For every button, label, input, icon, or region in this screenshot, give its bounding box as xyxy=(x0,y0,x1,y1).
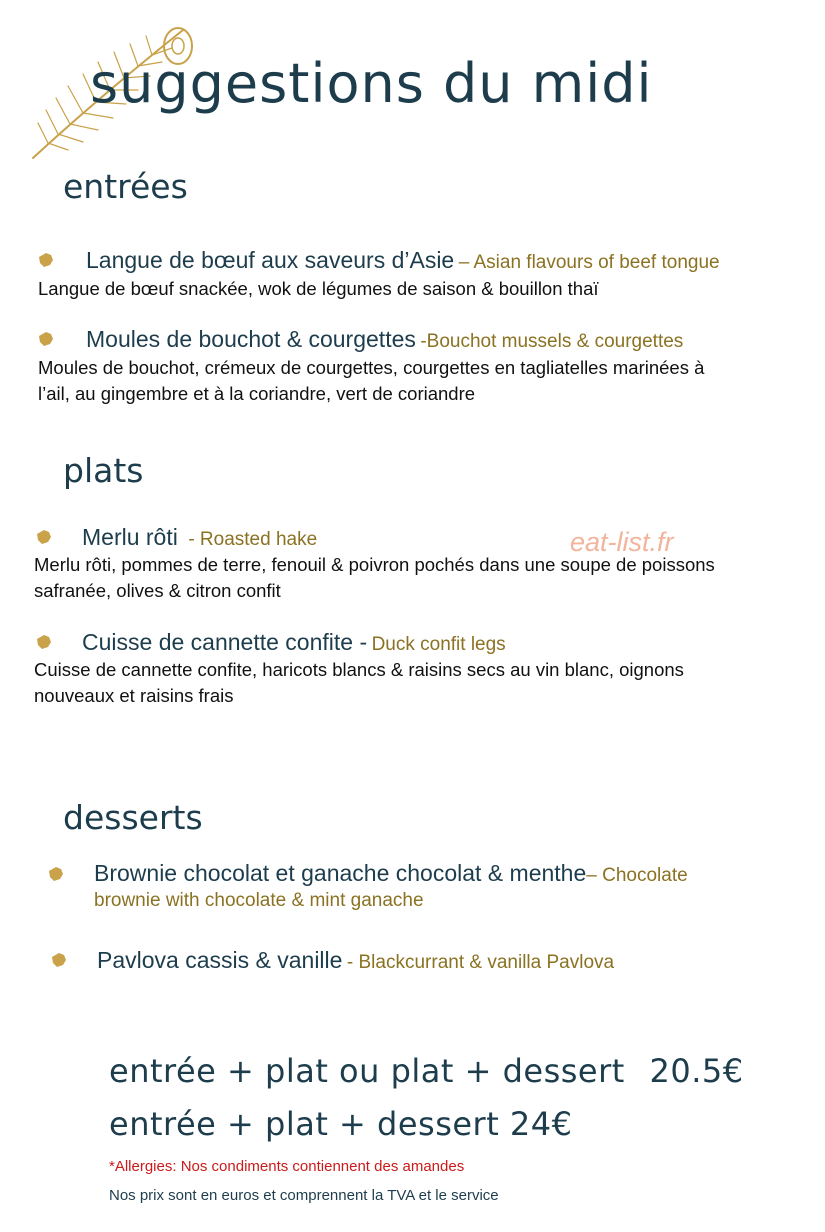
price-amount: 24€ xyxy=(509,1105,573,1143)
item-english: – Asian flavours of beef tongue xyxy=(458,252,720,273)
price-formula: entrée + plat + dessert xyxy=(109,1105,500,1143)
item-english: Duck confit legs xyxy=(371,634,506,655)
section-heading-desserts: desserts xyxy=(63,798,203,837)
gold-bullet-icon xyxy=(36,529,52,545)
menu-item-cuisse-de-cannette xyxy=(82,629,506,656)
menu-item-merlu xyxy=(82,524,317,551)
menu-item-langue-de-boeuf xyxy=(86,247,720,274)
item-name: Langue de bœuf aux saveurs d’Asie xyxy=(86,247,455,273)
item-english: -Bouchot mussels & courgettes xyxy=(420,331,684,352)
description-line: safranée, olives & citron confit xyxy=(34,580,281,601)
item-name: Pavlova cassis & vanille xyxy=(97,947,343,973)
item-description xyxy=(34,552,715,604)
gold-bullet-icon xyxy=(38,331,54,347)
description-line: Moules de bouchot, crémeux de courgettes, courgettes en tagliatelles marinées à xyxy=(38,357,705,378)
tax-notice: Nos prix sont en euros et comprennent la TVA et le service xyxy=(109,1187,499,1204)
gold-bullet-icon xyxy=(51,952,67,968)
watermark: eat-list.fr xyxy=(570,527,674,557)
menu-item-moules xyxy=(86,326,683,353)
section-heading-plats: plats xyxy=(63,451,144,490)
gold-bullet-icon xyxy=(48,866,64,882)
menu-item-pavlova xyxy=(97,947,614,974)
price-line xyxy=(109,1052,744,1090)
item-name: Moules de bouchot & courgettes xyxy=(86,326,416,352)
item-english-continued: brownie with chocolate & mint ganache xyxy=(94,890,424,911)
menu-item-brownie xyxy=(94,860,688,887)
gold-bullet-icon xyxy=(36,634,52,650)
description-line: nouveaux et raisins frais xyxy=(34,685,234,706)
item-english: – Chocolate xyxy=(586,865,688,886)
item-name: Brownie chocolat et ganache chocolat & menthe xyxy=(94,860,587,886)
description-line: Cuisse de cannette confite, haricots blancs & raisins secs au vin blanc, oignons xyxy=(34,659,684,680)
description-line: l’ail, au gingembre et à la coriandre, vert de coriandre xyxy=(38,383,476,404)
price-formula: entrée + plat ou plat + dessert xyxy=(109,1052,625,1090)
item-description xyxy=(34,657,684,709)
item-name: Cuisse de cannette confite - xyxy=(82,629,368,655)
allergy-notice: *Allergies: Nos condiments contiennent des amandes xyxy=(109,1158,465,1175)
item-name: Merlu rôti xyxy=(82,524,178,550)
item-english: - Blackcurrant & vanilla Pavlova xyxy=(346,952,615,973)
description-line: Merlu rôti, pommes de terre, fenouil & poivron pochés dans une soupe de poissons xyxy=(34,554,715,575)
gold-bullet-icon xyxy=(38,252,54,268)
page-title: suggestions du midi xyxy=(90,52,653,115)
item-description: Langue de bœuf snackée, wok de légumes de saison & bouillon thaï xyxy=(38,278,599,299)
item-description xyxy=(38,355,704,407)
item-english: - Roasted hake xyxy=(188,529,318,550)
section-heading-entrees: entrées xyxy=(63,167,188,206)
price-line xyxy=(109,1105,573,1143)
price-amount: 20.5€ xyxy=(649,1052,744,1090)
